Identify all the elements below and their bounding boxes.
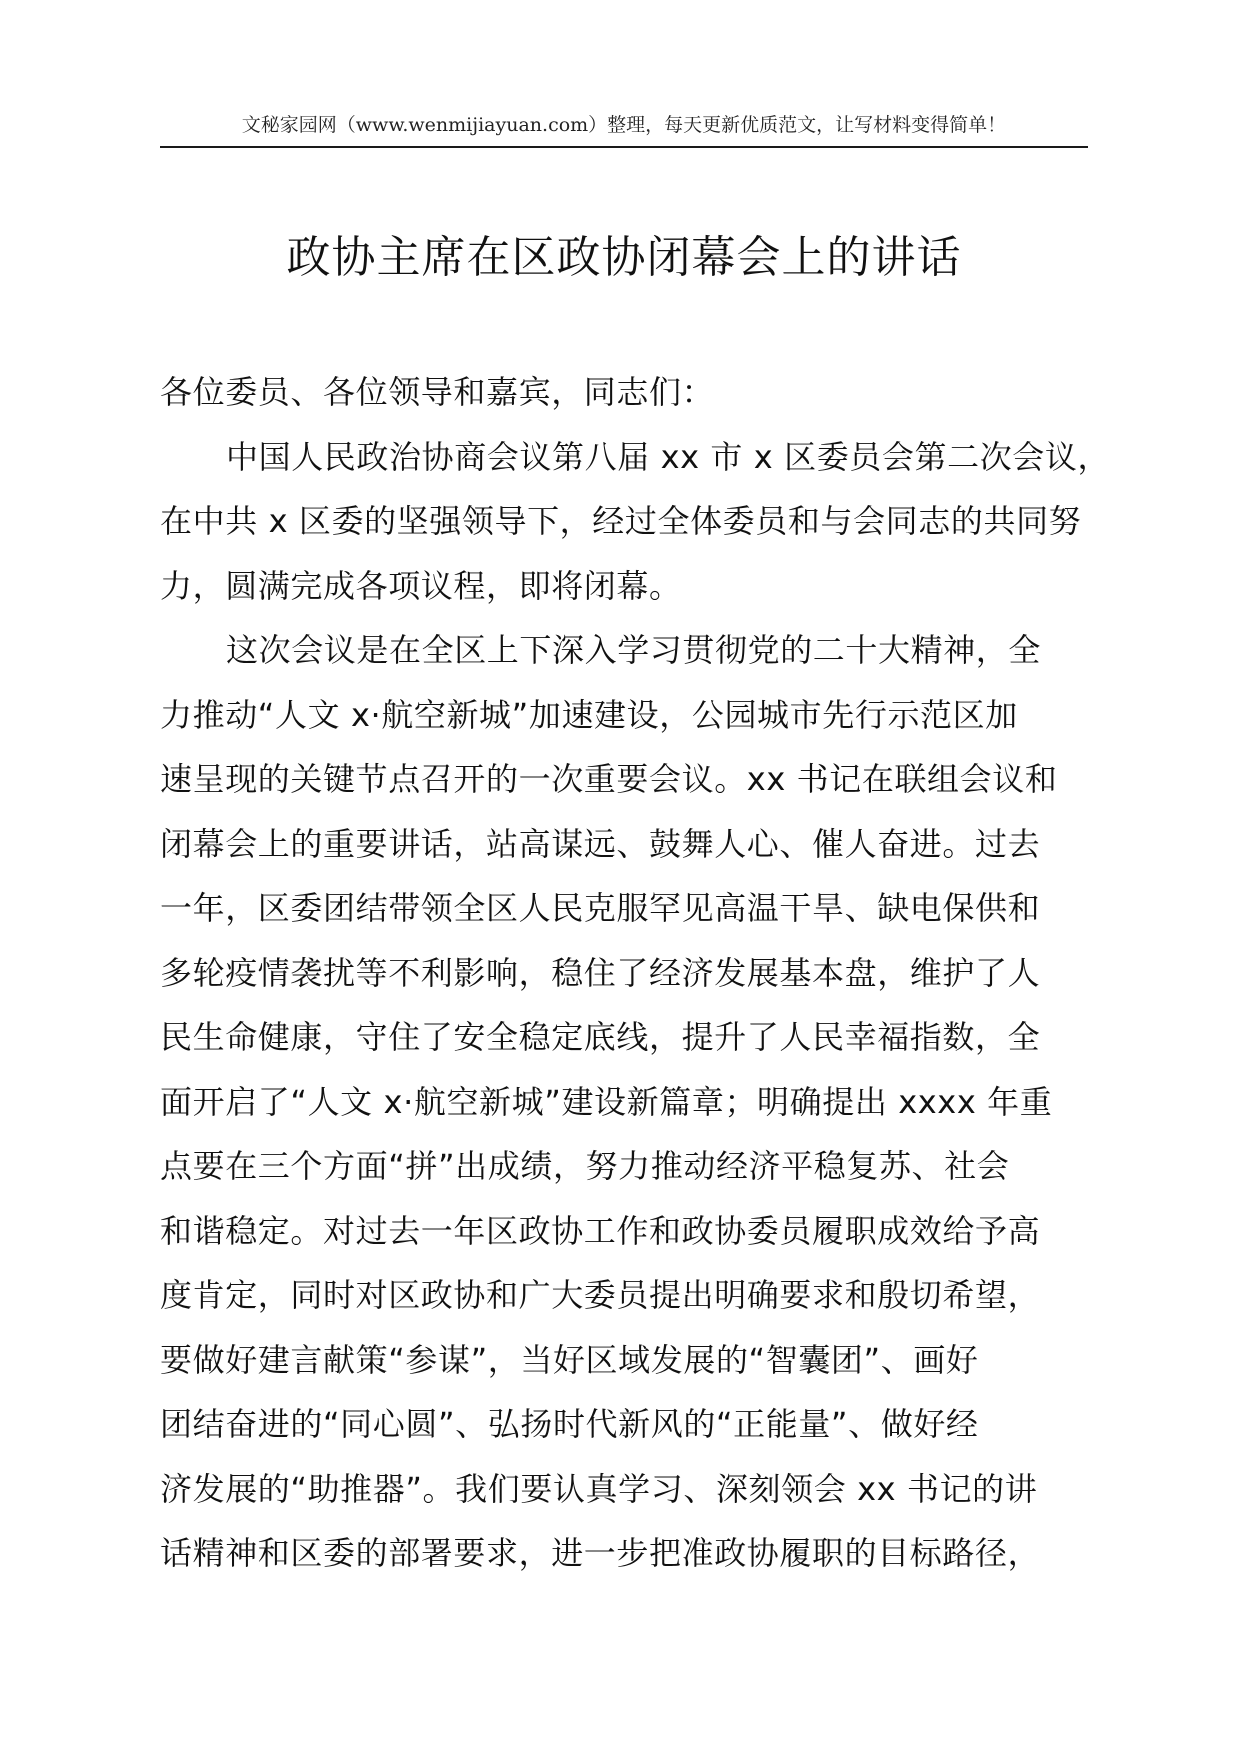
paragraph-line: 力推动“人文 x·航空新城”加速建设，公园城市先行示范区加 [160,695,1018,734]
paragraph-line: 和谐稳定。对过去一年区政协工作和政协委员履职成效给予高 [160,1211,1041,1250]
salutation: 各位委员、各位领导和嘉宾，同志们： [160,373,715,411]
paragraph-line: 速呈现的关键节点召开的一次重要会议。xx 书记在联组会议和 [160,760,1058,798]
paragraph-line: 中国人民政治协商会议第八届 xx 市 x 区委员会第二次会议， [226,437,1111,476]
paragraph-line: 在中共 x 区委的坚强领导下，经过全体委员和与会同志的共同努 [160,502,1082,540]
paragraph-line: 要做好建言献策“参谋”，当好区域发展的“智囊团”、画好 [160,1340,979,1379]
page-header: 文秘家园网（www.wenmijiayuan.com）整理，每天更新优质范文，让写材料变得简单！ [241,114,1007,136]
paragraph-line: 话精神和区委的部署要求，进一步把准政协履职的目标路径， [160,1534,1041,1572]
paragraph-line: 度肯定，同时对区政协和广大委员提出明确要求和殷切希望， [160,1276,1041,1314]
paragraph-line: 点要在三个方面“拼”出成绩，努力推动经济平稳复苏、社会 [160,1147,1010,1185]
paragraph-line: 团结奋进的“同心圆”、弘扬时代新风的“正能量”、做好经 [160,1405,979,1443]
paragraph-line: 力，圆满完成各项议程，即将闭幕。 [160,566,682,605]
header-divider [160,146,1088,148]
paragraph-line: 这次会议是在全区上下深入学习贯彻党的二十大精神，全 [226,631,1042,669]
document-body [160,360,1111,1586]
paragraph-line: 多轮疫情袭扰等不利影响，稳住了经济发展基本盘，维护了人 [160,953,1041,992]
paragraph-line: 济发展的“助推器”。我们要认真学习、深刻领会 xx 书记的讲 [160,1469,1038,1508]
paragraph-line: 民生命健康，守住了安全稳定底线，提升了人民幸福指数，全 [160,1018,1041,1056]
paragraph-line: 面开启了“人文 x·航空新城”建设新篇章；明确提出 xxxx 年重 [160,1082,1053,1121]
document-title: 政协主席在区政协闭幕会上的讲话 [286,232,962,283]
paragraph-line: 一年，区委团结带领全区人民克服罕见高温干旱、缺电保供和 [160,889,1041,927]
paragraph-line: 闭幕会上的重要讲话，站高谋远、鼓舞人心、催人奋进。过去 [160,824,1041,863]
